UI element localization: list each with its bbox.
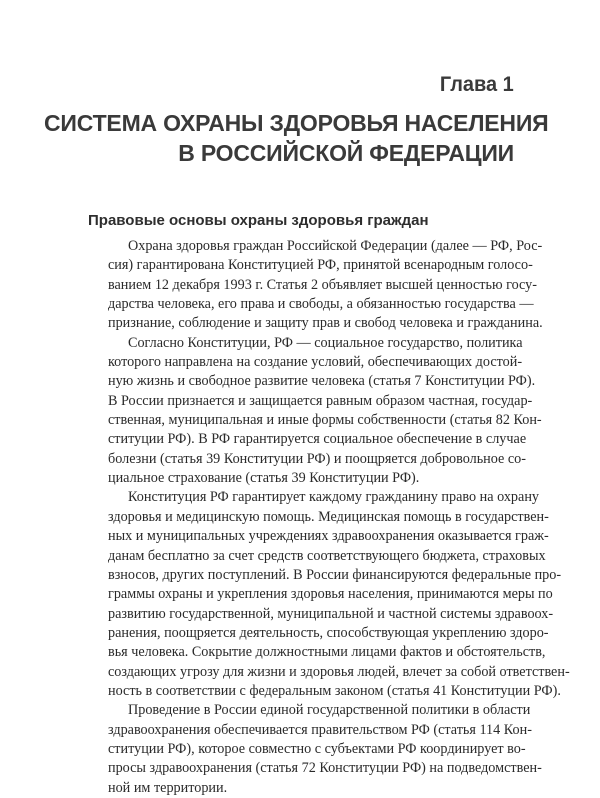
- text-line: циальное страхование (статья 39 Конституции РФ).: [108, 470, 420, 487]
- paragraph: [88, 334, 542, 489]
- text-line: граммы охраны и укрепления здоровья населения, принимаются меры по: [108, 586, 553, 603]
- text-line: ственная, муниципальная и иные формы собственности (статья 82 Кон-: [108, 412, 542, 429]
- text-line: вья человека. Сокрытие должностными лицами фактов и обстоятельств,: [108, 644, 546, 661]
- text-line: ванием 12 декабря 1993 г. Статья 2 объявляет высшей ценностью госу-: [108, 276, 537, 293]
- text-line: ность в соответствии с федеральным законом (статья 41 Конституции РФ).: [108, 682, 561, 699]
- text-line: признание, соблюдение и защиту прав и свобод человека и гражданина.: [108, 315, 543, 332]
- text-line: создающих угрозу для жизни и здоровья людей, влечет за собой ответствен-: [108, 663, 570, 680]
- text-line: ституции РФ). В РФ гарантируется социальное обеспечение в случае: [108, 431, 527, 448]
- text-line: просы здравоохранения (статья 72 Конституции РФ) на подведомствен-: [108, 760, 542, 777]
- text-line: здоровья и медицинскую помощь. Медицинская помощь в государствен-: [108, 508, 549, 525]
- text-line: Конституция РФ гарантирует каждому гражданину право на охрану: [128, 489, 540, 506]
- text-line: ной им территории.: [108, 779, 228, 796]
- chapter-title: [44, 108, 549, 168]
- text-line: ную жизнь и свободное развитие человека (статья 7 Конституции РФ).: [108, 373, 536, 390]
- chapter-label: Глава 1: [440, 73, 514, 96]
- text-line: ституции РФ), которое совместно с субъектами РФ координирует во-: [108, 740, 526, 757]
- text-line: болезни (статья 39 Конституции РФ) и поощряется добровольное со-: [108, 450, 527, 467]
- text-line: сия) гарантирована Конституцией РФ, принятой всенародным голосо-: [108, 257, 533, 274]
- chapter-title-line: СИСТЕМА ОХРАНЫ ЗДОРОВЬЯ НАСЕЛЕНИЯ: [44, 110, 549, 136]
- text-line: развитию государственной, муниципальной и частной системы здравоох-: [108, 605, 554, 622]
- text-line: здравоохранения обеспечивается правительством РФ (статья 114 Кон-: [108, 721, 532, 738]
- text-line: данам бесплатно за счет средств соответствующего бюджета, страховых: [108, 547, 546, 564]
- paragraph: [88, 237, 543, 334]
- text-line: Проведение в России единой государственной политики в области: [128, 702, 531, 719]
- text-line: ных и муниципальных учреждениях здравоохранения оказывается граж-: [108, 528, 549, 545]
- text-line: В России признается и защищается равным образом частная, государ-: [108, 392, 533, 409]
- section-title: Правовые основы охраны здоровья граждан: [88, 212, 429, 229]
- text-line: Охрана здоровья граждан Российской Федерации (далее — РФ, Рос-: [128, 238, 543, 254]
- text-line: дарства человека, его права и свободы, а обязанностью государства —: [108, 296, 534, 313]
- body-text: [88, 237, 570, 798]
- text-line: взносов, других поступлений. В России финансируются федеральные про-: [108, 566, 562, 583]
- text-line: которого направлена на создание условий, обеспечивающих достой-: [108, 354, 523, 371]
- text-line: Согласно Конституции, РФ — социальное государство, политика: [128, 334, 523, 351]
- chapter-title-line: В РОССИЙСКОЙ ФЕДЕРАЦИИ: [178, 140, 514, 166]
- text-line: ранения, поощряется деятельность, способствующая укреплению здоро-: [108, 624, 549, 641]
- paragraph: [88, 488, 570, 701]
